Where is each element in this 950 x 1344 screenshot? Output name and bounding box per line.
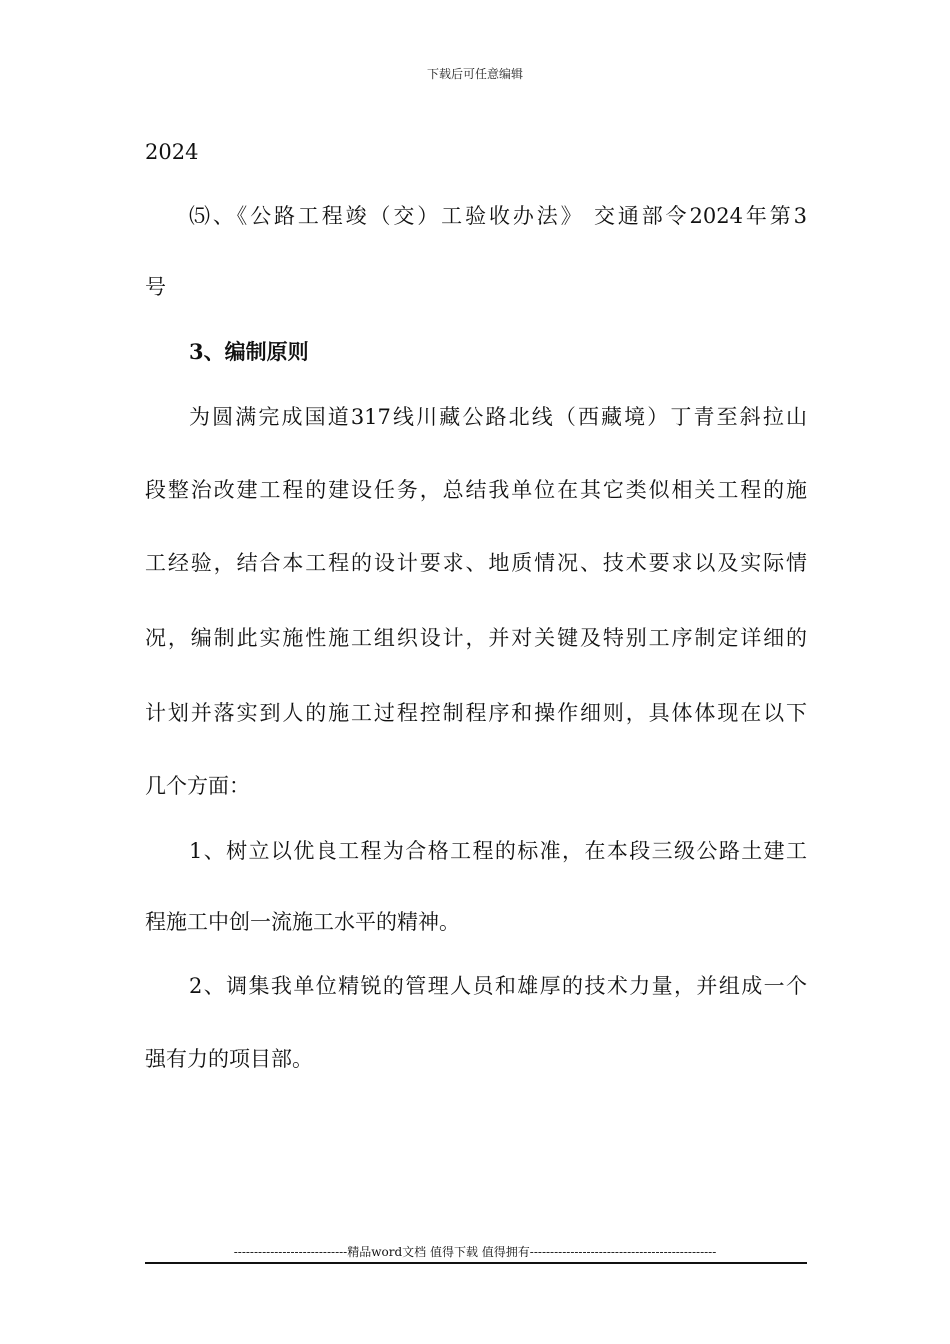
paragraph-line: 计划并落实到人的施工过程控制程序和操作细则，具体体现在以下 (145, 701, 807, 725)
paragraph-line: 号 (145, 275, 166, 299)
list-item-line: 程施工中创一流施工水平的精神。 (145, 910, 460, 934)
paragraph-line: 为圆满完成国道317线川藏公路北线（西藏境）丁青至斜拉山 (189, 405, 807, 429)
paragraph-line: 况，编制此实施性施工组织设计，并对关键及特别工序制定详细的 (145, 626, 807, 650)
paragraph-line: ⑸、《公路工程竣（交）工验收办法》 交通部令2024年第3 (189, 204, 807, 228)
list-item-line: 1、树立以优良工程为合格工程的标准，在本段三级公路土建工 (189, 839, 807, 863)
paragraph-line: 几个方面： (145, 774, 250, 798)
footer-rule (145, 1262, 807, 1264)
page-header: 下载后可任意编辑 (426, 67, 523, 81)
list-item-line: 强有力的项目部。 (145, 1047, 313, 1071)
section-heading: 3、编制原则 (189, 339, 309, 364)
list-item-line: 2、调集我单位精锐的管理人员和雄厚的技术力量，并组成一个 (189, 974, 807, 998)
paragraph-line: 段整治改建工程的建设任务，总结我单位在其它类似相关工程的施 (145, 478, 807, 502)
paragraph-line: 工经验，结合本工程的设计要求、地质情况、技术要求以及实际情 (145, 551, 807, 575)
paragraph-line: 2024 (145, 140, 199, 164)
page-footer: ----------------------------精品word文档 值得下载 值得拥有---------------------------------------------- (233, 1245, 717, 1259)
